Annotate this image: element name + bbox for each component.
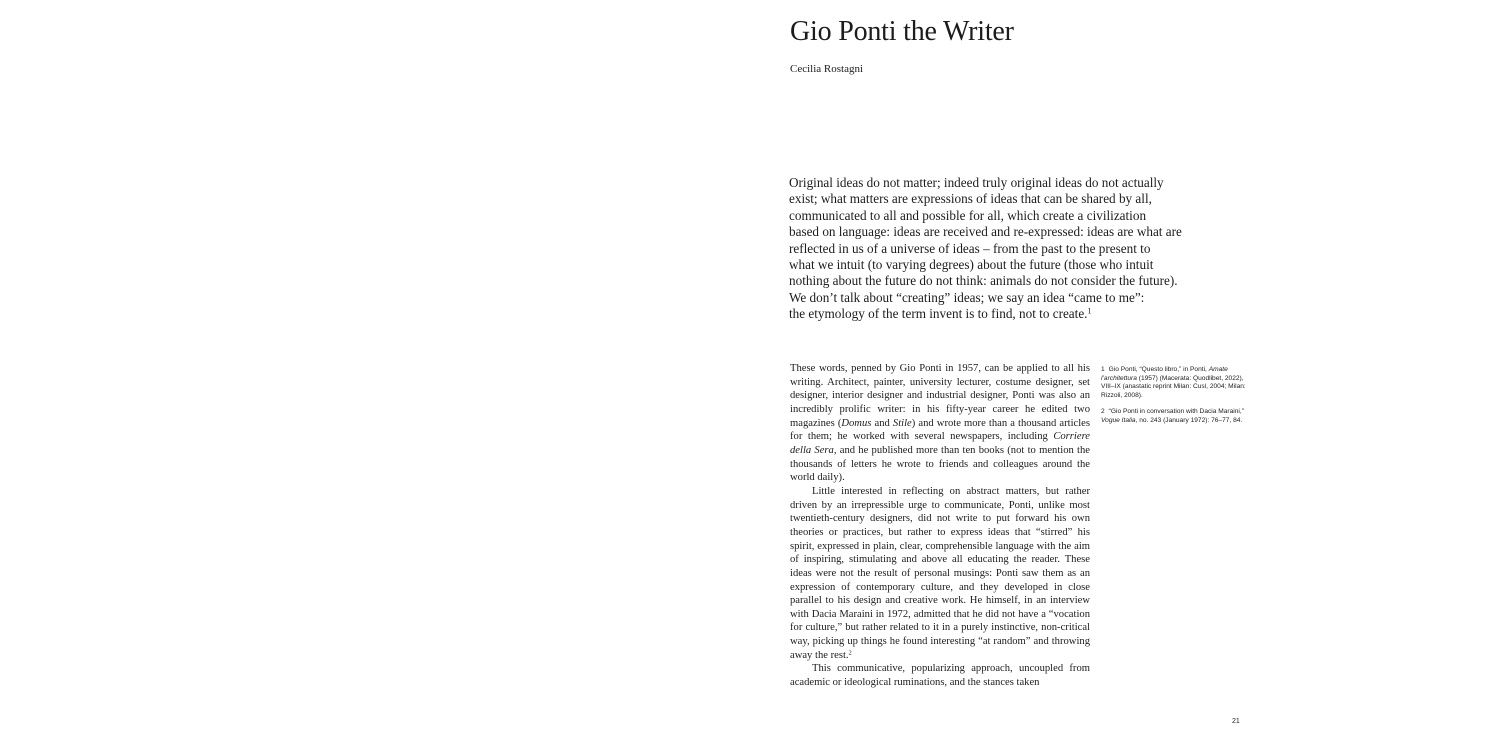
body-paragraph-2 bbox=[790, 485, 1090, 663]
epigraph-line: exist; what matters are expressions of ideas that can be shared by all, bbox=[789, 191, 1152, 207]
article-title: Gio Ponti the Writer bbox=[790, 16, 1014, 47]
body-paragraph-3 bbox=[790, 662, 1090, 689]
paragraph-text: and bbox=[871, 417, 893, 429]
footnotes-column bbox=[1101, 366, 1251, 434]
footnote-text: (1957) (Macerata: Quodlibet, 2022), VIII–IX (anastatic reprint Milan: Cusl, 2004; Milan: Rizzoli, 2008). bbox=[1101, 374, 1246, 399]
footnote-1 bbox=[1101, 366, 1251, 400]
footnote-text: Gio Ponti, “Questo libro,” in Ponti, bbox=[1108, 366, 1209, 373]
footnote-ref-2[interactable]: 2 bbox=[848, 649, 852, 657]
epigraph-line: Original ideas do not matter; indeed truly original ideas do not actually bbox=[789, 175, 1164, 190]
footnote-2 bbox=[1101, 408, 1251, 425]
paragraph-text: Little interested in reflecting on abstract matters, but rather driven by an irrepressible urge to communicate, Ponti, unlike most twentieth-century designers, did not write to put forward his own theories or practices, but rather to express ideas that “stirred” his spirit, expressed in plain, clear, comprehensible language with the aim of inspiring, stimulating and above all educating the reader. These ideas were not the result of personal musings: Ponti saw them as an expression of contemporary culture, and they developed in close parallel to his design and creative work. He himself, in an interview with Dacia Maraini in 1972, admitted that he did not have a “vocation for culture,” but rather related to it in a purely instinctive, non-critical way, picking up things he found interesting “at random” and throwing away the rest. bbox=[790, 485, 1090, 661]
footnote-magazine-title: Vogue Italia bbox=[1101, 416, 1136, 424]
newspaper-title: Corriere della Sera bbox=[790, 431, 1090, 456]
epigraph-line-text: the etymology of the term invent is to find, not to create. bbox=[789, 306, 1088, 322]
body-paragraph-1 bbox=[790, 362, 1090, 485]
magazine-title-stile: Stile bbox=[892, 417, 912, 429]
epigraph-line-last bbox=[789, 306, 1219, 322]
epigraph-line: what we intuit (to varying degrees) about the future (those who intuit bbox=[789, 257, 1154, 273]
epigraph-line: We don’t talk about “creating” ideas; we say an idea “came to me”: bbox=[789, 289, 1145, 305]
paragraph-text: ) and wrote more than a thousand articles for them; he worked with several newspapers, including bbox=[790, 417, 1091, 443]
paragraph-text: , and he published more than ten books (not to mention the thousands of letters he wrote to friends and colleagues around the world daily). bbox=[790, 444, 1091, 484]
footnote-number: 1 bbox=[1101, 366, 1105, 373]
footnote-book-title: Amate l’architettura bbox=[1101, 366, 1228, 382]
epigraph-line: based on language: ideas are received and re-expressed: ideas are what are bbox=[789, 224, 1182, 240]
right-page bbox=[750, 0, 1500, 750]
epigraph-line: nothing about the future do not think: animals do not consider the future). bbox=[789, 273, 1178, 289]
epigraph-line: communicated to all and possible for all, which create a civilization bbox=[789, 207, 1147, 223]
footnote-text: “Gio Ponti in conversation with Dacia Maraini,” bbox=[1108, 408, 1244, 416]
article-author: Cecilia Rostagni bbox=[790, 63, 864, 75]
epigraph-quote bbox=[789, 175, 1219, 323]
footnote-text: , no. 243 (January 1972): 76–77, 84. bbox=[1135, 416, 1243, 424]
footnote-ref-1[interactable]: 1 bbox=[1087, 306, 1092, 316]
footnote-number: 2 bbox=[1101, 408, 1105, 416]
page-number: 21 bbox=[1232, 718, 1240, 725]
epigraph-line: reflected in us of a universe of ideas – from the past to the present to bbox=[789, 240, 1151, 256]
magazine-title-domus: Domus bbox=[841, 417, 872, 429]
paragraph-text: This communicative, popularizing approach, uncoupled from academic or ideological ruminations, and the stances taken bbox=[790, 663, 1090, 689]
body-text bbox=[790, 362, 1090, 690]
paragraph-text: These words, penned by Gio Ponti in 1957, can be applied to all his writing. Architect, painter, university lecturer, costume designer, set designer, interior designer and industrial designer, Ponti was also an incredibly prolific writer: in his fifty-year career he edited two magazines ( bbox=[790, 363, 1090, 429]
